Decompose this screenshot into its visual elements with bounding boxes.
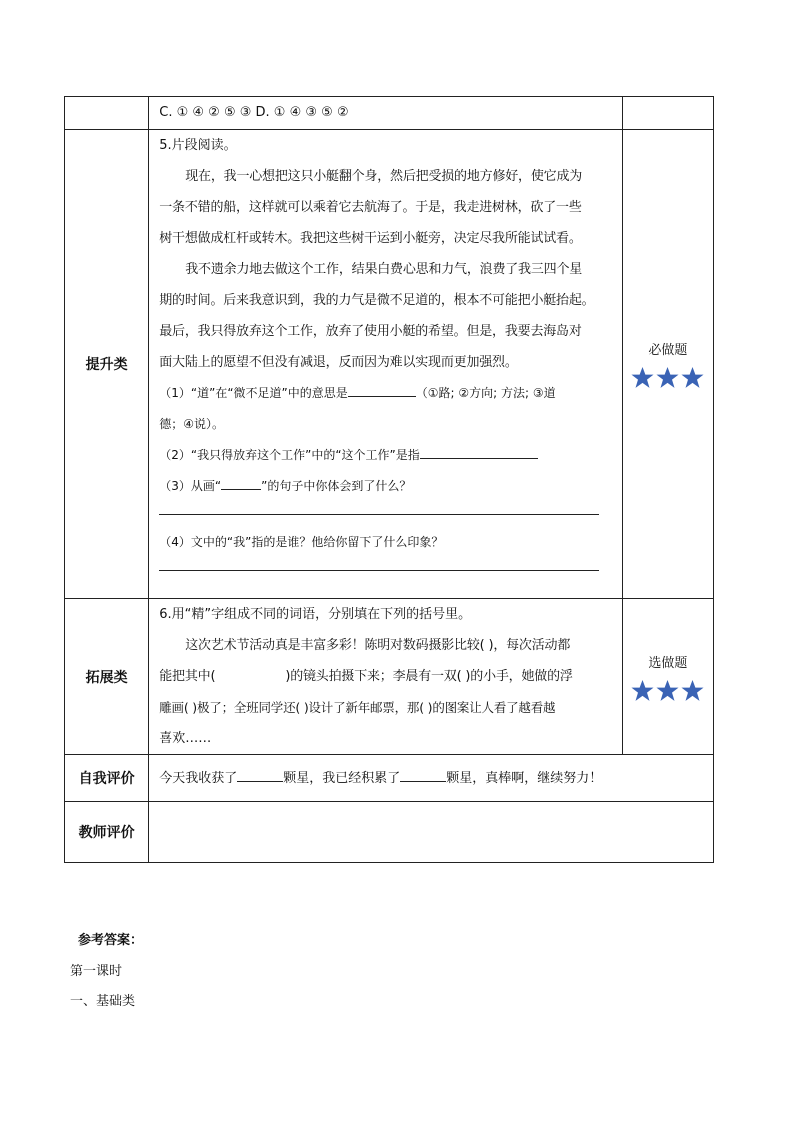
- passage-line: [159, 661, 613, 692]
- self-eval-text: [149, 756, 713, 801]
- section-label: 一、基础类: [70, 994, 136, 1009]
- passage-text: 能把其中(: [159, 669, 216, 684]
- answer-blank[interactable]: [348, 380, 416, 397]
- options-cell: [149, 97, 622, 130]
- question-title: 5.片段阅读。: [159, 138, 237, 153]
- star-icon: [631, 366, 654, 389]
- sub-question-1: [159, 378, 613, 409]
- underline-mark: [221, 473, 261, 490]
- exercise-table: [64, 96, 714, 863]
- passage-line: 我不遗余力地去做这个工作，结果白费心思和力气，浪费了我三四个星: [185, 262, 583, 277]
- optional-label: 选做题: [648, 655, 688, 671]
- category-label: 自我评价: [65, 755, 149, 802]
- passage-line: 期的时间。后来我意识到，我的力气是微不足道的，根本不可能把小艇抬起。: [159, 293, 595, 308]
- passage-line: 喜欢……: [159, 731, 212, 746]
- sub-question-text: 德；④说）。: [159, 417, 225, 431]
- star-icon: [631, 679, 654, 702]
- answer-line[interactable]: [159, 570, 599, 571]
- passage-line: 面大陆上的愿望不但没有减退，反而因为难以实现而更加强烈。: [159, 355, 518, 370]
- star-icon: [681, 679, 704, 702]
- required-label: 必做题: [648, 343, 688, 358]
- options-row: [65, 97, 714, 130]
- passage-line: 树干想做成杠杆或转木。我把这些树干运到小艇旁，决定尽我所能试试看。: [159, 231, 582, 246]
- answer-section: [70, 930, 143, 1012]
- star-total-blank[interactable]: [400, 765, 446, 782]
- question-6-cell: [149, 599, 622, 755]
- passage-line: 这次艺术节活动真是丰富多彩！陈明对数码摄影比较( )，每次活动都: [185, 638, 571, 653]
- sub-question-2: [159, 440, 613, 471]
- star-icon: [681, 366, 704, 389]
- star-rating: [623, 366, 713, 389]
- category-label: 提升类: [65, 130, 149, 599]
- passage-text: )的镜头拍摄下来；李晨有一双( )的小手，她做的浮: [285, 669, 573, 684]
- lesson-label: 第一课时: [70, 964, 123, 979]
- category-label: 拓展类: [65, 599, 149, 755]
- question-title: 6.用“精”字组成不同的词语，分别填在下列的括号里。: [159, 607, 472, 622]
- answers-title: 参考答案：: [78, 933, 144, 948]
- star-count-blank[interactable]: [237, 765, 283, 782]
- self-eval-cell: [149, 755, 714, 802]
- passage-line: 最后，我只得放弃这个工作，放弃了使用小艇的希望。但是，我要去海岛对: [159, 324, 582, 339]
- row-teacher-eval: [65, 802, 714, 863]
- empty-cell: [622, 97, 713, 130]
- teacher-eval-cell[interactable]: [149, 802, 714, 863]
- sub-question-options: （①路; ②方向; 方法; ③道: [415, 386, 556, 400]
- passage-line: 现在，我一心想把这只小艇翻个身，然后把受损的地方修好，使它成为: [185, 169, 583, 184]
- sub-question-3: [159, 471, 613, 502]
- category-label: 教师评价: [65, 802, 149, 863]
- sub-question-text: ”的句子中你体会到了什么？: [261, 479, 412, 493]
- difficulty-cell: [622, 599, 713, 755]
- empty-cell: [65, 97, 149, 130]
- sub-question-4: （4）文中的“我”指的是谁？他给你留下了什么印象？: [159, 535, 444, 549]
- row-self-eval: [65, 755, 714, 802]
- sub-question-text: （3）从画“: [159, 479, 222, 493]
- passage-line: 雕画( )极了；全班同学还( )设计了新年邮票，那( )的图案让人看了越看越: [159, 700, 556, 715]
- difficulty-cell: [622, 130, 713, 599]
- self-eval-part: 颗星，真棒啊，继续努力！: [446, 770, 603, 786]
- star-icon: [656, 679, 679, 702]
- self-eval-part: 今天我收获了: [159, 770, 238, 786]
- answer-blank[interactable]: [420, 442, 538, 459]
- self-eval-part: 颗星，我已经积累了: [283, 770, 401, 786]
- question-5-cell: [149, 130, 622, 599]
- passage-line: 一条不错的船，这样就可以乘着它去航海了。于是，我走进树林，砍了一些: [159, 200, 582, 215]
- row-tisheng: [65, 130, 714, 599]
- star-icon: [656, 366, 679, 389]
- row-tuozhan: [65, 599, 714, 755]
- sub-question-text: （1）“道”在“微不足道”中的意思是: [159, 386, 348, 400]
- star-rating: [623, 679, 713, 702]
- sub-question-text: （2）“我只得放弃这个工作”中的“这个工作”是指: [159, 448, 420, 462]
- options-text: C. ① ④ ② ⑤ ③ D. ① ④ ③ ⑤ ②: [159, 105, 349, 120]
